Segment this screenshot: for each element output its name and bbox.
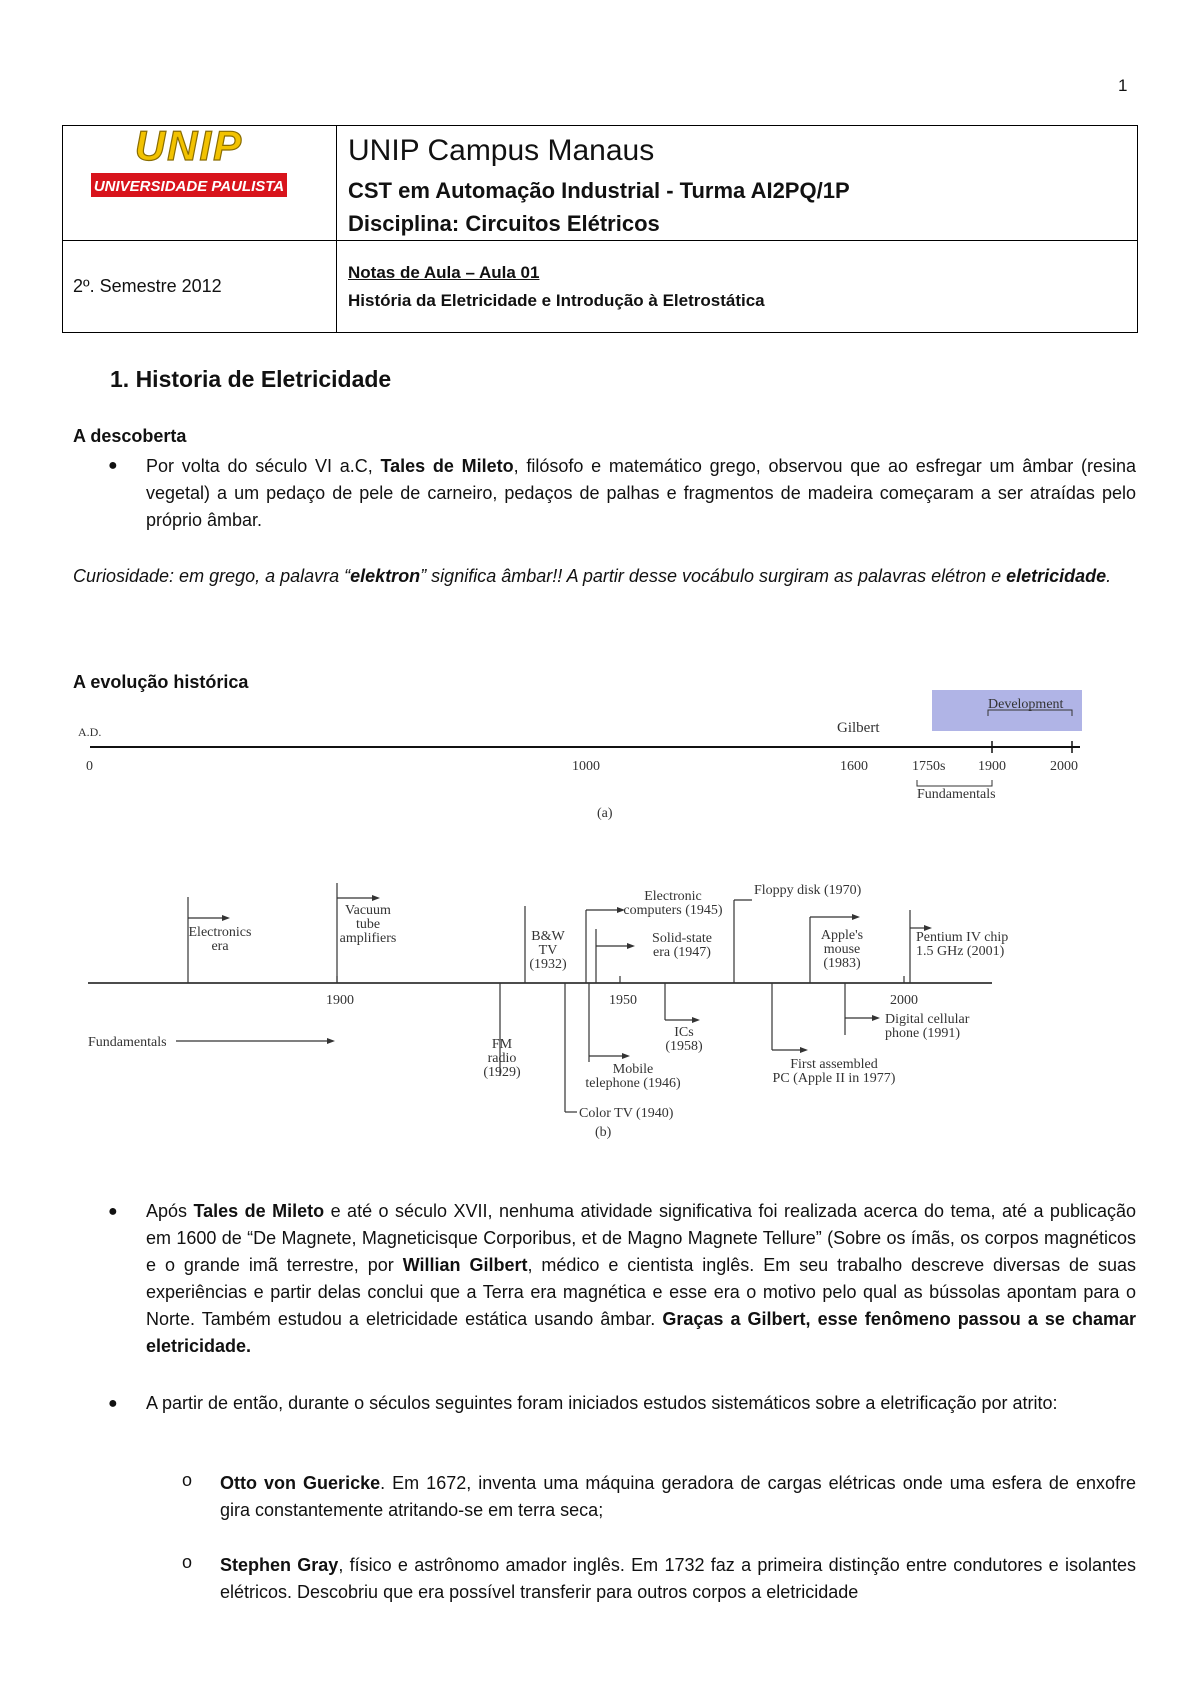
logo-word: UNIP xyxy=(134,130,244,169)
bullet-icon: ● xyxy=(108,457,118,474)
text-run: , filósofo e matemático grego, observou que ao esfregar um âmbar (resina vegetal) a um pedaço de pele de carneiro, pedaços de palhas e fragmentos de madeira começaram a ser atraídas pelo próprio âmbar. xyxy=(146,456,1137,530)
arrowhead xyxy=(222,915,230,921)
text-run: e até o século XVII, nenhuma atividade significativa foi realizada acerca do tema, até a publicação em 1600 de “De Magnete, Magneticisque Corporibus, et de Magno Magnete Tellure” (Sobre os ímãs, os corpos magnéticos e o grande imã terrestre, por xyxy=(146,1201,1136,1275)
tick-label: 2000 xyxy=(1050,759,1078,774)
digital-cellular-label: Digital cellular xyxy=(885,1012,970,1027)
electronics-era-label: Electronics xyxy=(188,925,252,940)
floppy-label: Floppy disk (1970) xyxy=(754,883,862,898)
gray-paragraph xyxy=(220,1552,1136,1606)
discovery-heading: A descoberta xyxy=(73,426,187,446)
tick-label: 1900 xyxy=(978,759,1006,774)
tick-label: 0 xyxy=(86,759,93,774)
apple-mouse-label: mouse xyxy=(823,942,861,957)
solid-state-label: era (1947) xyxy=(653,945,711,960)
fundamentals-bracket xyxy=(917,780,992,786)
arrowhead xyxy=(800,1047,808,1053)
tick-label: 1900 xyxy=(326,993,354,1008)
ad-label: A.D. xyxy=(78,725,102,739)
arrowhead xyxy=(327,1038,335,1044)
header-title: UNIP Campus Manaus xyxy=(348,134,655,167)
text-run: Após xyxy=(146,1201,194,1221)
page-number: 1 xyxy=(1118,76,1128,95)
text-run: . xyxy=(1106,566,1112,586)
header-notes: Notas de Aula – Aula 01 xyxy=(348,263,540,282)
electronics-era-label: era xyxy=(211,939,229,954)
header-horizontal-divider xyxy=(63,240,1137,241)
header-table xyxy=(62,125,1138,333)
text-run: . Em 1672, inventa uma máquina geradora de cargas elétricas onde uma esfera de enxofre gira constantemente atritando-se em terra seca; xyxy=(220,1473,1136,1520)
curiosity-paragraph xyxy=(73,562,1136,591)
apple-mouse-label: Apple's xyxy=(820,928,864,943)
ics-label: (1958) xyxy=(665,1039,703,1054)
gilbert-label: Gilbert xyxy=(837,720,880,736)
arrowhead xyxy=(692,1017,700,1023)
apple-mouse-label: (1983) xyxy=(823,956,861,971)
tick-label: 1750s xyxy=(912,759,946,774)
tick-label: 1000 xyxy=(572,759,600,774)
solid-state-label: Solid-state xyxy=(652,931,712,946)
text-run: , físico e astrônomo amador inglês. Em 1732 faz a primeira distinção entre condutores e isolantes elétricos. Descobriu que era possível transferir para outros corpos a eletricidade xyxy=(220,1555,1136,1602)
bold-run: Tales de Mileto xyxy=(193,1201,325,1221)
caption-b: (b) xyxy=(595,1125,612,1140)
bold-run: Willian Gilbert xyxy=(402,1255,528,1275)
bw-tv-label: (1932) xyxy=(529,957,567,972)
text-run: Por volta do século VI a.C, xyxy=(146,456,381,476)
timeline-figure xyxy=(72,690,1092,1160)
arrowhead xyxy=(872,1015,880,1021)
header-vertical-divider xyxy=(336,126,337,332)
unip-logo xyxy=(91,130,307,208)
bold-run: Graças a Gilbert, esse fenômeno passou a se chamar eletricidade. xyxy=(146,1309,1136,1356)
logo-subtitle: UNIVERSIDADE PAULISTA xyxy=(93,178,285,195)
bold-run: Tales de Mileto xyxy=(380,456,514,476)
digital-cellular-label: phone (1991) xyxy=(885,1026,961,1041)
pentium-label: 1.5 GHz (2001) xyxy=(916,944,1005,959)
arrowhead xyxy=(372,895,380,901)
bold-run: Stephen Gray xyxy=(220,1555,339,1575)
vacuum-tube-label: Vacuum xyxy=(345,903,391,918)
bullet-icon: ● xyxy=(108,1395,118,1412)
fundamentals-label: Fundamentals xyxy=(917,787,996,802)
arrowhead xyxy=(627,943,635,949)
first-pc-label: PC (Apple II in 1977) xyxy=(772,1071,896,1086)
mobile-label: Mobile xyxy=(612,1062,654,1077)
tick-label: 2000 xyxy=(890,993,918,1008)
circle-bullet-icon: o xyxy=(182,1470,193,1490)
electronic-computers-label: Electronic xyxy=(644,889,702,904)
gilbert-paragraph xyxy=(146,1198,1136,1360)
color-tv-label: Color TV (1940) xyxy=(579,1106,674,1121)
first-pc-label: First assembled xyxy=(790,1057,878,1072)
bold-run: eletricidade xyxy=(1006,566,1107,586)
text-run: Curiosidade: em grego, a palavra “ xyxy=(73,566,351,586)
guericke-paragraph xyxy=(220,1470,1136,1524)
evolution-heading: A evolução histórica xyxy=(73,672,249,692)
section-title: 1. Historia de Eletricidade xyxy=(110,366,392,392)
header-topic: História da Eletricidade e Introdução à Eletrostática xyxy=(348,291,765,310)
electronic-computers-label: computers (1945) xyxy=(623,903,723,918)
vacuum-tube-label: amplifiers xyxy=(339,931,397,946)
text-run: , médico e cientista inglês. Em seu trabalho descreve diversas de suas experiências e partir delas conclui que a Terra era magnética e esse era o motivo pelo qual as bússolas apontam para o Norte. Também estudou a eletricidade estática usando âmbar. xyxy=(146,1255,1136,1329)
bw-tv-label: TV xyxy=(538,943,558,958)
fundamentals-b-label: Fundamentals xyxy=(88,1035,167,1050)
tick-label: 1600 xyxy=(840,759,868,774)
bw-tv-label: B&W xyxy=(531,929,565,944)
bullet-icon: ● xyxy=(108,1203,118,1220)
fm-radio-label: radio xyxy=(487,1051,517,1066)
arrowhead xyxy=(622,1053,630,1059)
text-run: ” significa âmbar!! A partir desse vocábulo surgiram as palavras elétron e xyxy=(420,566,1007,586)
bold-run: Otto von Guericke xyxy=(220,1473,381,1493)
mobile-label: telephone (1946) xyxy=(585,1076,681,1091)
pentium-label: Pentium IV chip xyxy=(916,930,1009,945)
header-course: CST em Automação Industrial - Turma AI2PQ/1P xyxy=(348,178,850,203)
caption-a: (a) xyxy=(597,806,613,821)
ics-label: ICs xyxy=(674,1025,694,1040)
circle-bullet-icon: o xyxy=(182,1552,193,1572)
friction-paragraph: A partir de então, durante o séculos seguintes foram iniciados estudos sistemáticos sobre a eletrificação por atrito: xyxy=(146,1393,1058,1413)
bold-run: elektron xyxy=(350,566,421,586)
header-semester: 2º. Semestre 2012 xyxy=(73,276,222,296)
fm-radio-label: (1929) xyxy=(483,1065,521,1080)
fm-radio-label: FM xyxy=(491,1037,513,1052)
arrowheads xyxy=(222,895,932,1059)
arrowhead xyxy=(852,914,860,920)
header-discipline: Disciplina: Circuitos Elétricos xyxy=(348,211,660,236)
development-label: Development xyxy=(988,697,1064,712)
discovery-paragraph xyxy=(146,453,1136,534)
tick-label: 1950 xyxy=(609,993,637,1008)
vacuum-tube-label: tube xyxy=(355,917,381,932)
